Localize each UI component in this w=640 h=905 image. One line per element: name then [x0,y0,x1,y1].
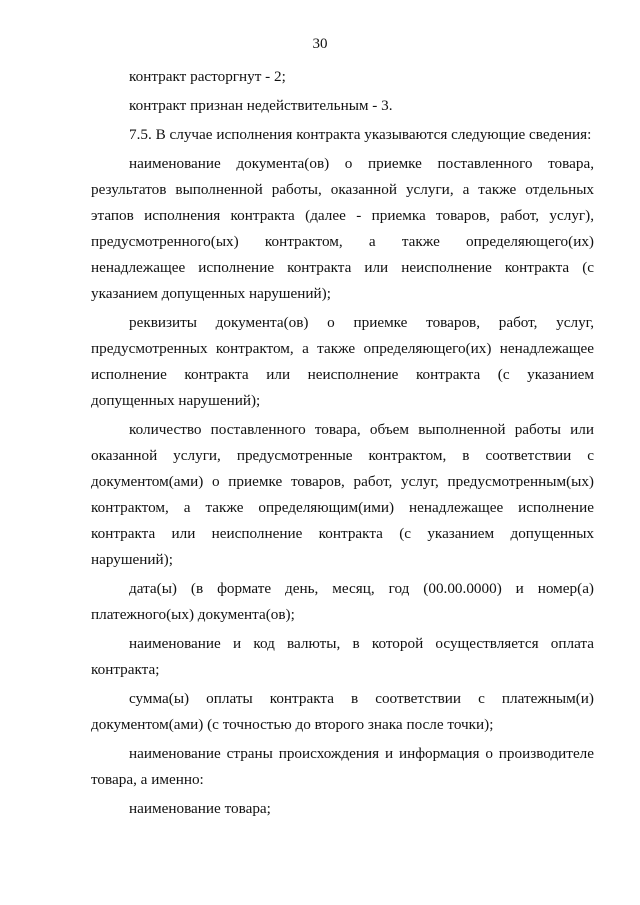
paragraph: дата(ы) (в формате день, месяц, год (00.00.0000) и номер(а) платежного(ых) документа(ов); [91,580,594,623]
paragraph: наименование товара; [129,800,271,817]
paragraph: реквизиты документа(ов) о приемке товаров, работ, услуг, предусмотренных контрактом, а также определяющего(их) ненадлежащее исполнение контракта или неисполнение контракта (с указанием допущенных нарушений); [91,314,594,409]
paragraph: контракт расторгнут - 2; [129,68,286,85]
paragraph: 7.5. В случае исполнения контракта указываются следующие сведения: [129,126,592,143]
paragraph: наименование страны происхождения и информация о производителе товара, а именно: [91,745,594,788]
page-number: 30 [312,36,328,52]
paragraph: наименование и код валюты, в которой осуществляется оплата контракта; [91,635,594,678]
paragraph: количество поставленного товара, объем выполненной работы или оказанной услуги, предусмотренные контрактом, в соответствии с документом(ами) о приемке товаров, работ, услуг, предусмотренным(ых) контрактом, а также определяющим(ими) ненадлежащее исполнение контракта или неисполнение контракта (с указанием допущенных нарушений); [91,421,594,568]
document-body [91,64,594,822]
paragraph: контракт признан недействительным - 3. [129,97,393,114]
paragraph: сумма(ы) оплаты контракта в соответствии с платежным(и) документом(ами) (с точностью до второго знака после точки); [91,690,594,733]
paragraph: наименование документа(ов) о приемке поставленного товара, результатов выполненной работы, оказанной услуги, а также отдельных этапов исполнения контракта (далее - приемка товаров, работ, услуг), предусмотренного(ых) контрактом, а также определяющего(их) ненадлежащее исполнение контракта или неисполнение контракта (с указанием допущенных нарушений); [91,155,594,302]
